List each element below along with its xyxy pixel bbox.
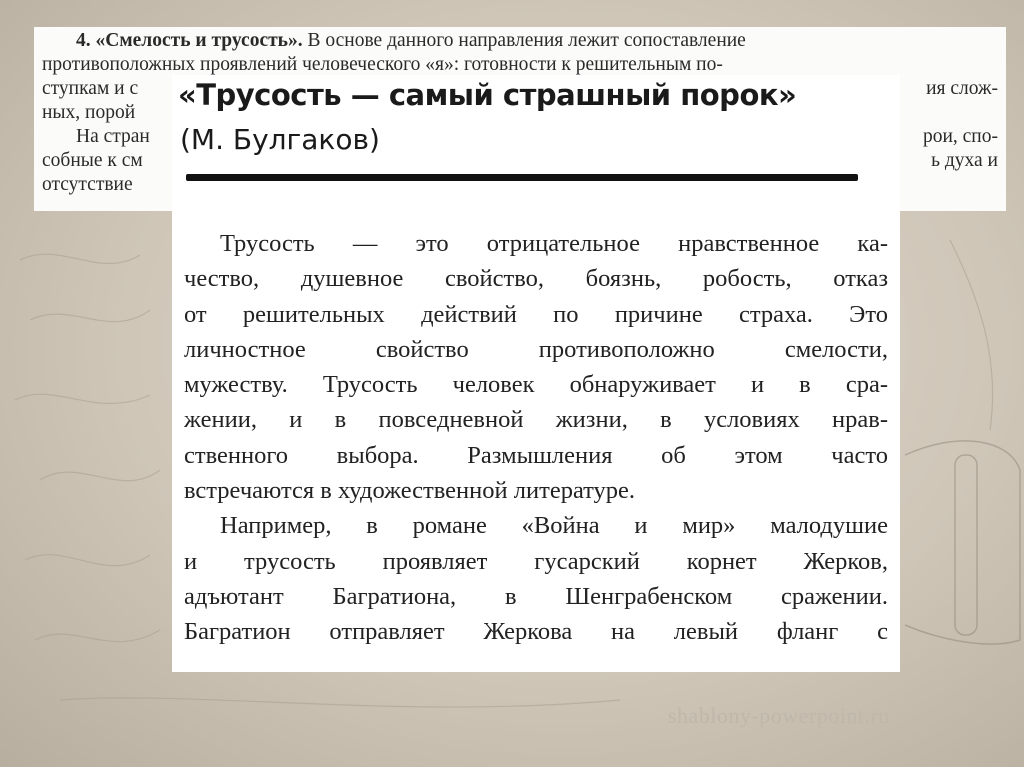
fragment-line-3: ступкам и с [42, 78, 139, 99]
essay-body [184, 226, 888, 650]
essay-line: жении, и в повседневной жизни, в условиях нрав- [184, 406, 888, 434]
fragment-line-5-end: рои, спо- [922, 126, 998, 147]
fragment-line-1: В основе данного направления лежит сопоставление [302, 30, 746, 51]
essay-line: и трусость проявляет гусарский корнет Жерков, [184, 547, 888, 575]
fragment-line-5: На стран [76, 126, 150, 147]
fragment-line-7: отсутствие [42, 174, 133, 195]
essay-author: (М. Булгаков) [180, 123, 380, 156]
fragment-line-2: противоположных проявлений человеческого «я»: готовности к решительным по- [42, 54, 723, 75]
fragment-line-6-end: ь духа и [931, 150, 998, 171]
essay-line: личностное свойство противоположно смелости, [184, 335, 888, 363]
essay-line: адъютант Багратиона, в Шенграбенском сражении. [184, 582, 888, 610]
essay-line: мужеству. Трусость человек обнаруживает и в сра- [184, 371, 888, 399]
essay-line: ственного выбора. Размышления об этом часто [184, 441, 888, 469]
site-watermark: shablony-powerpoint.ru [668, 703, 890, 728]
section-number-title: 4. «Смелость и трусость». [76, 30, 303, 51]
essay-line: от решительных действий по причине страха. Это [184, 300, 888, 328]
essay-line: Багратион отправляет Жеркова на левый фланг с [184, 618, 888, 646]
essay-line: Трусость — это отрицательное нравственное ка- [220, 230, 888, 257]
essay-line: чество, душевное свойство, боязнь, робость, отказ [184, 265, 888, 293]
heading-rule [186, 174, 858, 181]
essay-line: Например, в романе «Война и мир» малодушие [220, 512, 888, 540]
essay-line: встречаются в художественной литературе. [184, 477, 636, 505]
fragment-line-3-end: ия слож- [926, 78, 998, 99]
fragment-line-6: собные к см [42, 150, 143, 171]
fragment-line-4: ных, порой [42, 102, 136, 123]
essay-title: «Трусость — самый страшный порок» [178, 78, 797, 112]
